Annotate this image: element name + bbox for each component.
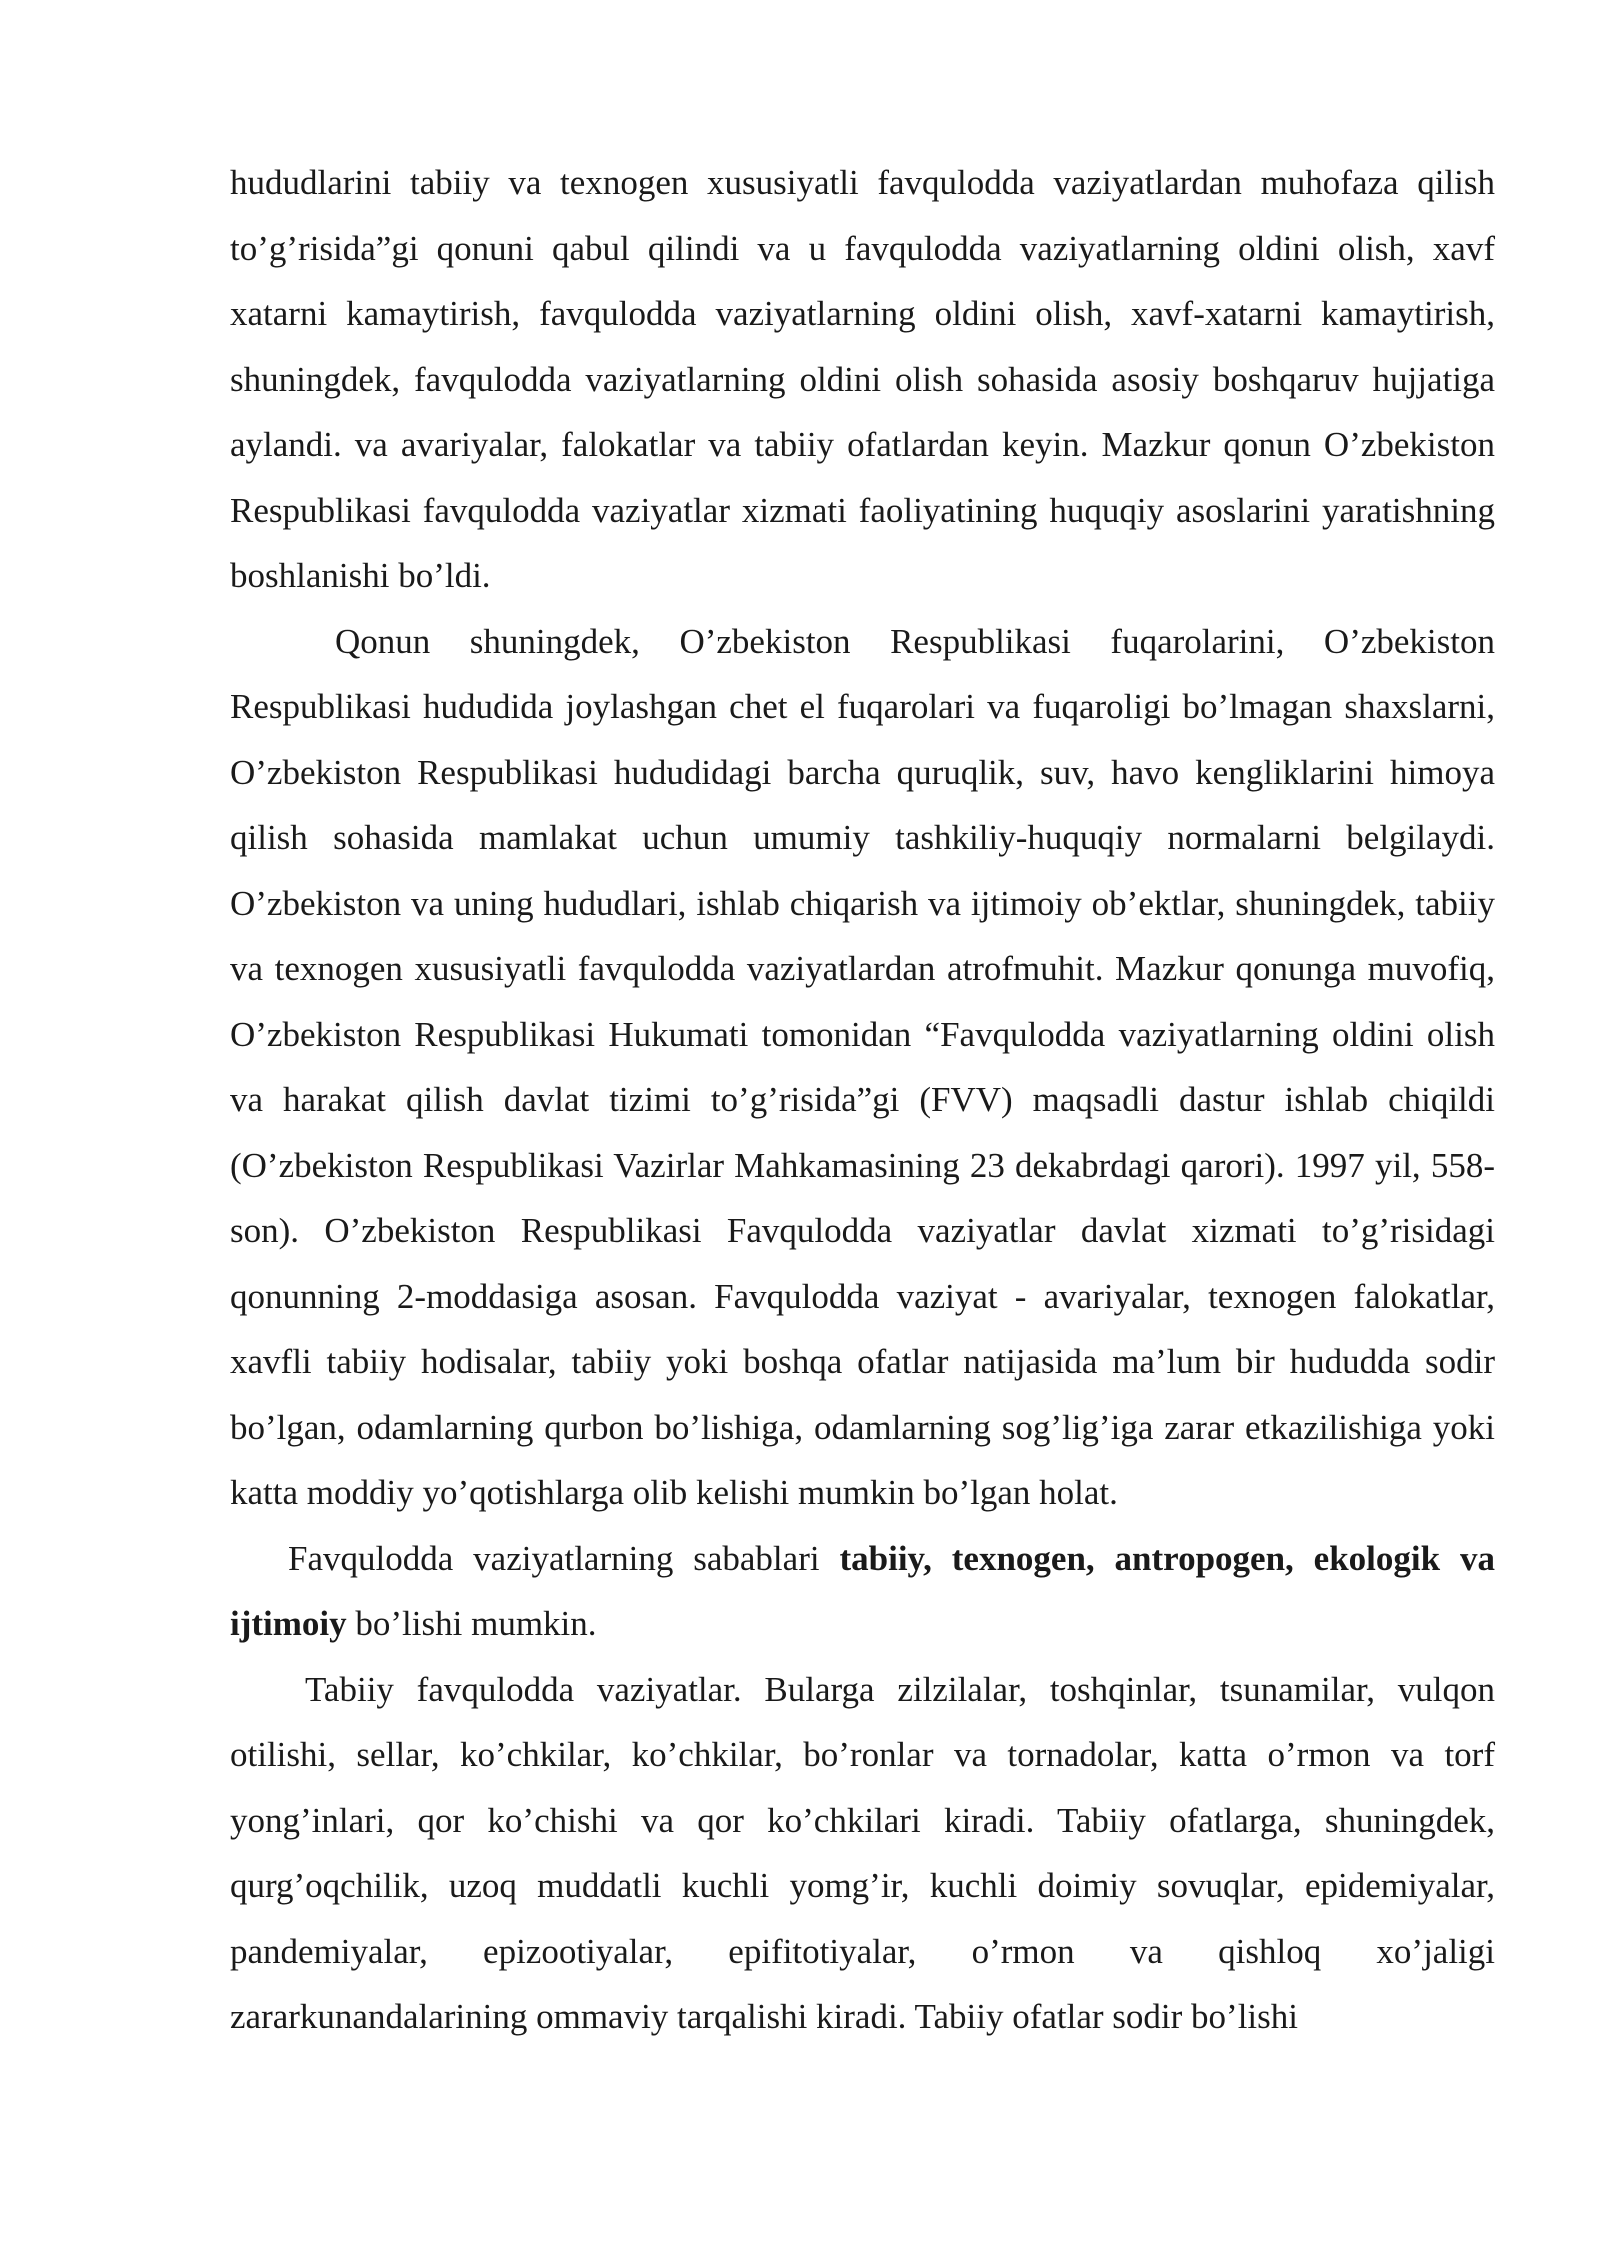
document-body bbox=[230, 150, 1495, 2050]
paragraph-3-bold: tabiiy, texnogen, antropogen, ekologik va ijtimoiy bbox=[230, 1538, 1495, 1643]
paragraph-1: hududlarini tabiiy va texnogen xususiyatli favqulodda vaziyatlardan muhofaza qilish to’g’risida”gi qonuni qabul qilindi va u favqulodda vaziyatlarning oldini olish, xavf xatarni kamaytirish, favqulodda vaziyatlarning oldini olish, xavf-xatarni kamaytirish, shuningdek, favqulodda vaziyatlarning oldini olish sohasida asosiy boshqaruv hujjatiga aylandi. va avariyalar, falokatlar va tabiiy ofatlardan keyin. Mazkur qonun O’zbekiston Respublikasi favqulodda vaziyatlar xizmati faoliyatining huquqiy asoslarini yaratishning boshlanishi bo’ldi. bbox=[230, 163, 1495, 595]
paragraph-3 bbox=[230, 1526, 1495, 1657]
paragraph-4: Tabiiy favqulodda vaziyatlar. Bularga zilzilalar, toshqinlar, tsunamilar, vulqon otilishi, sellar, ko’chkilar, ko’chkilar, bo’ronlar va tornadolar, katta o’rmon va torf yong’inlari, qor ko’chishi va qor ko’chkilari kiradi. Tabiiy ofatlarga, shuningdek, qurg’oqchilik, uzoq muddatli kuchli yomg’ir, kuchli doimiy sovuqlar, epidemiyalar, pandemiyalar, epizootiyalar, epifitotiyalar, o’rmon va qishloq xo’jaligi zararkunandalarining ommaviy tarqalishi kiradi. Tabiiy ofatlar sodir bo’lishi bbox=[230, 1669, 1495, 2036]
paragraph-3-start: Favqulodda vaziyatlarning sabablari bbox=[288, 1538, 840, 1578]
paragraph-3-end: bo’lishi mumkin. bbox=[346, 1604, 597, 1643]
paragraph-2: Qonun shuningdek, O’zbekiston Respublikasi fuqarolarini, O’zbekiston Respublikasi hududida joylashgan chet el fuqarolari va fuqaroligi bo’lmagan shaxslarni, O’zbekiston Respublikasi hududidagi barcha quruqlik, suv, havo kengliklarini himoya qilish sohasida mamlakat uchun umumiy tashkiliy-huquqiy normalarni belgilaydi. O’zbekiston va uning hududlari, ishlab chiqarish va ijtimoiy ob’ektlar, shuningdek, tabiiy va texnogen xususiyatli favqulodda vaziyatlardan atrofmuhit. Mazkur qonunga muvofiq, O’zbekiston Respublikasi Hukumati tomonidan “Favqulodda vaziyatlarning oldini olish va harakat qilish davlat tizimi to’g’risida”gi (FVV) maqsadli dastur ishlab chiqildi (O’zbekiston Respublikasi Vazirlar Mahkamasining 23 dekabrdagi qarori). 1997 yil, 558-son). O’zbekiston Respublikasi Favqulodda vaziyatlar davlat xizmati to’g’risidagi qonunning 2-moddasiga asosan. Favqulodda vaziyat - avariyalar, texnogen falokatlar, xavfli tabiiy hodisalar, tabiiy yoki boshqa ofatlar natijasida ma’lum bir hududda sodir bo’lgan, odamlarning qurbon bo’lishiga, odamlarning sog’lig’iga zarar etkazilishiga yoki katta moddiy yo’qotishlarga olib kelishi mumkin bo’lgan holat. bbox=[230, 621, 1495, 1512]
